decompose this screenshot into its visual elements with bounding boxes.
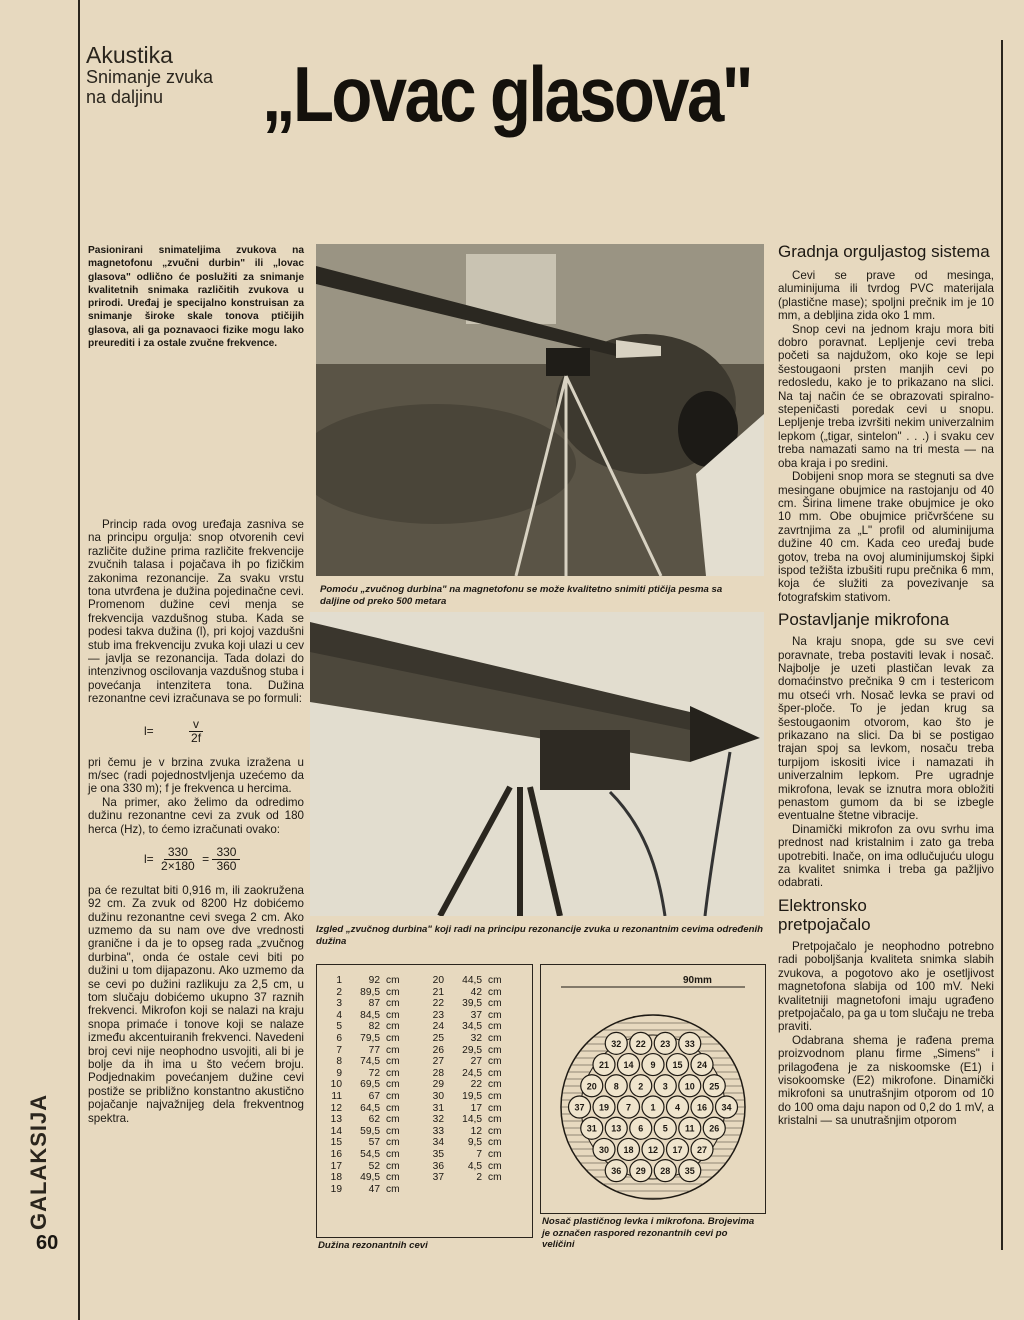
tube-unit: cm [488, 975, 502, 986]
tube-number: 6 [336, 1032, 342, 1044]
table-row [425, 1033, 515, 1045]
tube-length: 69,5 [360, 1079, 380, 1091]
tube-number-label: 32 [611, 1038, 622, 1049]
tube-number-label: 29 [635, 1166, 646, 1177]
tube-unit: cm [386, 1067, 400, 1079]
formula-2 [144, 846, 304, 874]
tube-unit: cm [386, 998, 400, 1010]
tube-number-label: 13 [611, 1123, 622, 1134]
table-row [425, 987, 515, 999]
tube-number: 13 [330, 1114, 342, 1126]
diagram-caption: Nosač plastičnog levka i mikrofona. Brojevima je označen raspored rezonantnih cevi po veličini [542, 1216, 755, 1250]
tube-number: 36 [432, 1160, 444, 1172]
tube-length: 67 [368, 1090, 380, 1102]
tube-length: 74,5 [360, 1056, 380, 1068]
tube-length: 19,5 [462, 1090, 482, 1102]
tube-number: 35 [432, 1148, 444, 1160]
tube-number: 12 [330, 1102, 342, 1114]
table-row [323, 1114, 413, 1126]
tube-number: 22 [432, 998, 444, 1010]
tube-number: 3 [336, 998, 342, 1010]
tube-unit: cm [386, 1160, 400, 1172]
column-3 [778, 242, 994, 1128]
subsection-line-2: na daljinu [86, 87, 164, 107]
col3-paragraph-3: Dobijeni snop mora se stegnuti sa dve mesingane obujmice na rastojanju od 40 cm. Širina limene trake obujmice je oko 10 mm. Obe obujmice pričvršćene su zavrtnjima za „L" profil od aluminijuma dužine 40 cm. Kada ceo uređaj bude gotov, treba na ovoj aluminijumskoj šipki ispod težišta izbušiti rupu prečnika 6 mm, koja će služiti za povezivanje sa fotografskim stativom. [778, 470, 994, 604]
tube-length: 2 [476, 1172, 482, 1184]
table-row [323, 998, 413, 1010]
tube-number: 15 [330, 1137, 342, 1149]
formula-2-lhs: l= [144, 852, 154, 867]
tube-number: 32 [432, 1114, 444, 1126]
tube-unit: cm [488, 1079, 502, 1091]
tube-number: 24 [432, 1021, 444, 1033]
col3-paragraph-6: Pretpojačalo je neophodno potrebno radi poboljšanja kvaliteta snimka slabih zvukova, a pogotovo ako je osetljivost magnetofona slabija od 100 mV. Neki kvalitetniji magnetofoni imaju ugrađeno pretpojačalo, pa ga u tom slučaju ne treba praviti. [778, 939, 994, 1034]
table-row [425, 1126, 515, 1138]
tube-number: 29 [432, 1079, 444, 1091]
heading-preamplifier: Elektronsko pretpojačalo [778, 895, 871, 934]
tube-number-label: 24 [696, 1060, 708, 1071]
tube-length: 84,5 [360, 1009, 380, 1021]
tube-number-label: 5 [662, 1123, 668, 1134]
formula-2-denominator-1: 2×180 [161, 859, 195, 874]
tube-length: 52 [368, 1160, 380, 1172]
tube-unit: cm [488, 1067, 502, 1079]
tube-number: 2 [336, 986, 342, 998]
table-row [425, 1021, 515, 1033]
col1-paragraph-4: pa će rezultat biti 0,916 m, ili zaokružena 92 cm. Za zvuk od 8200 Hz dobićemo dužinu rezonantne cevi svega 2 cm. Ako uzmemo da su nam ove dve vrednosti granične i da je to opseg rada „zvučnog durbina", onda će ostale cevi biti po dužini u tom dijapazonu. Ako uzmemo da se cevi po dužini razlikuju za 2,5 cm, u tom slučaju dobićemo ukupno 37 raznih frekvenci. Mikrofon koji se nalazi na kraju snopa primaće i tonove koji se nalaze između akcentuiranih frekvenci. Navedeni broj cevi nije neophodno usvojiti, ali bi je bolje da ih ima u što većem broju. Podjednakim povećanjem dužine cevi postiže se približno konstantno akustično pojačanje najvažnijeg dela frekventnog spektra. [88, 883, 304, 1125]
tube-length-table-right [425, 975, 515, 1184]
tube-number: 19 [330, 1183, 342, 1195]
tube-number: 11 [331, 1090, 342, 1102]
tube-length: 62 [368, 1114, 380, 1126]
tube-length: 87 [368, 998, 380, 1010]
tube-unit: cm [488, 1056, 502, 1068]
col3-paragraph-4: Na kraju snopa, gde su sve cevi poravnate, treba postaviti levak i nosač. Najbolje je uzeti plastičan levak za domaćinstvo prečnika 9 cm i testericom mu otseći vrh. Nosač levka se pravi od šper-ploče. To je jedan krug sa šestougaonim otvorom, kao što je prikazano na slici. Da bi se postigao trajan spoj sa levkom, nosaču treba turpijom iskositi ivice i namazati ih univerzalnim lepkom. Pre ugradnje mikrofona, levak se iznutra mora obložiti penastom gumom da bi se izbegle eventualne štetne vibracije. [778, 635, 994, 823]
tube-length: 7 [476, 1148, 482, 1160]
tube-number-label: 11 [684, 1123, 695, 1134]
tube-number-label: 35 [684, 1166, 695, 1177]
table-row [323, 1021, 413, 1033]
column-3-body-3 [778, 940, 994, 1128]
tube-length: 72 [368, 1067, 380, 1079]
section-label: Akustika [86, 42, 173, 68]
tube-length-table-left [323, 975, 413, 1195]
section-title [86, 44, 213, 107]
table-row [425, 998, 515, 1010]
photo-1-illustration [316, 244, 764, 576]
table-caption: Dužina rezonantnih cevi [318, 1240, 428, 1251]
tube-number: 23 [432, 1009, 444, 1021]
tube-number: 8 [336, 1056, 342, 1068]
tube-number-label: 19 [598, 1102, 610, 1113]
tube-unit: cm [386, 1102, 400, 1114]
tube-number: 26 [432, 1044, 444, 1056]
tube-length: 34,5 [462, 1021, 482, 1033]
tube-unit: cm [386, 986, 400, 998]
column-1-body [88, 518, 304, 1125]
tube-unit: cm [386, 1032, 400, 1044]
photo-2-illustration [310, 612, 764, 916]
tube-number-label: 15 [672, 1060, 683, 1071]
tube-unit: cm [386, 1044, 400, 1056]
table-row [425, 1091, 515, 1103]
tube-length: 49,5 [360, 1172, 380, 1184]
col1-paragraph-3: Na primer, ako želimo da odredimo dužinu rezonantne cevi za zvuk od 180 herca (Hz), to ćemo izračunati ovako: [88, 795, 304, 836]
heading-microphone-mounting: Postavljanje mikrofona [778, 610, 950, 630]
table-row [425, 1161, 515, 1173]
tube-number-label: 12 [647, 1144, 659, 1155]
tube-length: 27 [470, 1056, 482, 1068]
table-row [425, 1045, 515, 1057]
tube-number: 21 [432, 986, 444, 998]
formula-2-denominator-2: 360 [216, 859, 237, 874]
tube-unit: cm [386, 1148, 400, 1160]
formula-1-fraction [187, 718, 205, 746]
tube-unit: cm [386, 975, 400, 986]
tube-number: 34 [432, 1137, 444, 1149]
heading-organ-system: Gradnja orguljastog sistema [778, 242, 990, 261]
tube-length: 32 [470, 1032, 482, 1044]
table-row [323, 1033, 413, 1045]
tube-unit: cm [488, 1009, 502, 1021]
tube-unit: cm [386, 1090, 400, 1102]
tube-length: 39,5 [462, 998, 482, 1010]
tube-number: 20 [432, 975, 444, 986]
tube-unit: cm [386, 1056, 400, 1068]
table-row [323, 1184, 413, 1196]
tube-number-label: 17 [672, 1144, 683, 1155]
column-3-body-2 [778, 635, 994, 890]
tube-number: 14 [330, 1125, 342, 1137]
tube-unit: cm [488, 1148, 502, 1160]
formula-2-numerator-2: 330 [212, 846, 240, 860]
tube-number: 5 [336, 1021, 342, 1033]
tube-length: 79,5 [360, 1032, 380, 1044]
table-row [425, 1056, 515, 1068]
tube-length: 14,5 [462, 1114, 482, 1126]
tube-length: 44,5 [462, 975, 482, 986]
col1-paragraph-1: Princip rada ovog uređaja zasniva se na principu orgulja: snop otvorenih cevi različite dužine prima različite frekvencije zvučnih talasa i pojačava ih po fizičkim zakonima rezonancije. Za svaku vrstu tona utvrđena je dužina pojedinačne cevi. Promenom dužine cevi menja se frekvencija vazdušnog stuba. Kada se podesi takva dužina (l), pri kojoj vazdušni stub ima frekvenciju zvuka koji ulazi u cev — javlja se rezonancija. Tada dolazi do intenzivnog oscilovanja vazdušnog stuba i povećanja intenzitета tona. Dužina rezonantne cevi izračunava se po formuli: [88, 518, 304, 706]
tube-number-label: 10 [684, 1081, 695, 1092]
tube-unit: cm [386, 1009, 400, 1021]
table-row [323, 1056, 413, 1068]
table-row [323, 987, 413, 999]
tube-number-label: 23 [660, 1038, 671, 1049]
photo-2-caption: Izgled „zvučnog durbina" koji radi na principu rezonancije zvuka u rezonantnim cevima određenih dužina [316, 924, 764, 947]
tube-number: 25 [432, 1032, 444, 1044]
formula-1 [144, 718, 304, 746]
tube-length: 9,5 [467, 1137, 482, 1149]
tube-number-label: 6 [638, 1123, 644, 1134]
table-row [323, 1103, 413, 1115]
tube-length: 12 [470, 1125, 482, 1137]
table-row [323, 1079, 413, 1091]
formula-1-denominator: 2f [191, 731, 202, 746]
tube-number-label: 18 [623, 1144, 634, 1155]
subsection-line-1: Snimanje zvuka [86, 67, 214, 87]
tube-length: 82 [368, 1021, 380, 1033]
tube-unit: cm [488, 1044, 502, 1056]
table-row [425, 1010, 515, 1022]
formula-2-equals: = [202, 852, 210, 867]
tube-length: 77 [368, 1044, 380, 1056]
tube-number-label: 37 [574, 1102, 585, 1113]
tube-layout-diagram [541, 965, 765, 1213]
tube-number: 28 [432, 1067, 444, 1079]
tube-number: 27 [432, 1056, 444, 1068]
table-row [323, 1149, 413, 1161]
formula-2-fraction-1 [157, 846, 199, 874]
tube-number-label: 22 [635, 1038, 646, 1049]
left-margin-rule [78, 0, 80, 1320]
headline: „Lovac glasova" [262, 50, 751, 138]
table-row [425, 1114, 515, 1126]
col3-paragraph-2: Snop cevi na jednom kraju mora biti dobro poravnat. Lepljenje cevi treba početi sa najdužom, oko koje se lepi šestougaoni prsten manjih cevi po redosledu, kako je to prikazano na slici. Na taj način će se obrazovati spiralno-stepeničasti poredak cevi u snopu. Lepljenje treba izvršiti nekim univerzalnim lepkom („tigar, sintelon" . . .) i svaku cev treba namazati samo na tri mesta — na oba kraja i po sredini. [778, 322, 994, 470]
tube-unit: cm [488, 1160, 502, 1172]
tube-number-label: 36 [611, 1166, 622, 1177]
tube-length: 29,5 [462, 1044, 482, 1056]
tube-number-label: 3 [662, 1081, 668, 1092]
tube-number-label: 30 [598, 1144, 610, 1155]
tube-length: 22 [470, 1079, 482, 1091]
tube-length: 57 [368, 1137, 380, 1149]
tube-unit: cm [488, 1137, 502, 1149]
tube-number-label: 2 [638, 1081, 644, 1092]
col1-paragraph-2: pri čemu je v brzina zvuka izražena u m/sec (radi pojednostvljenja uzećemo da je ona 330 m); f je frekvenca u hercima. [88, 755, 304, 796]
column-3-body-1 [778, 269, 994, 604]
table-row [323, 1137, 413, 1149]
table-row [323, 1161, 413, 1173]
table-row [323, 1068, 413, 1080]
tube-number-label: 33 [684, 1038, 695, 1049]
photo-tripod-operator [316, 244, 764, 576]
tube-number: 7 [336, 1044, 342, 1056]
table-row [323, 1126, 413, 1138]
tube-number-label: 34 [721, 1102, 732, 1113]
tube-number-label: 16 [696, 1102, 708, 1113]
formula-2-numerator-1: 330 [164, 846, 192, 860]
table-row [425, 1103, 515, 1115]
table-row [425, 975, 515, 987]
table-row [425, 1068, 515, 1080]
table-row [323, 1091, 413, 1103]
formula-1-lhs: l= [144, 723, 154, 738]
tube-length: 4,5 [467, 1160, 482, 1172]
table-row [323, 1172, 413, 1184]
table-row [323, 1045, 413, 1057]
tube-length: 37 [470, 1009, 482, 1021]
tube-number-label: 7 [625, 1102, 632, 1113]
tube-unit: cm [488, 998, 502, 1010]
tube-number-label: 25 [709, 1081, 720, 1092]
col3-paragraph-5: Dinamički mikrofon za ovu svrhu ima prednost nad kristalnim i zato ga treba upotrebiti. Inače, on ima odlučujuću ulogu za kvalitet snimka i treba ga pažljivo odabrati. [778, 822, 994, 890]
tube-number-label: 20 [586, 1081, 597, 1092]
tube-number: 16 [330, 1148, 342, 1160]
tube-unit: cm [386, 1125, 400, 1137]
photo-device-closeup [310, 612, 764, 916]
dimension-label: 90mm [683, 975, 712, 986]
tube-unit: cm [386, 1021, 400, 1033]
right-margin-rule [1001, 40, 1003, 1250]
photo-1-caption: Pomoću „zvučnog durbina" na magnetofonu se može kvalitetno snimiti ptičija pesma sa daljine od preko 500 metara [320, 584, 723, 607]
tube-number-label: 8 [613, 1081, 619, 1092]
tube-unit: cm [386, 1079, 400, 1091]
tube-unit: cm [488, 1032, 502, 1044]
formula-1-numerator: v [189, 718, 203, 732]
tube-length: 42 [470, 986, 482, 998]
tube-unit: cm [386, 1114, 400, 1126]
tube-unit: cm [488, 1125, 502, 1137]
tube-length: 24,5 [462, 1067, 482, 1079]
page-number: 60 [36, 1232, 59, 1254]
tube-unit: cm [488, 1172, 502, 1184]
lead-paragraph: Pasionirani snimateljima zvukova na magnetofonu „zvučni durbin" ili „lovac glasova" odlično će poslužiti za snimanje kvalitetnih snimaka različitih zvukova u prirodi. Uređaj je specijalno konstruisan za snimanje široke skale tonova ptičijih glasova, ali ga poznavaoci fizike mogu lako preurediti i za ostale zvučne frekvence. [88, 245, 304, 350]
tube-number: 4 [336, 1009, 342, 1021]
tube-number-label: 21 [598, 1060, 610, 1071]
tube-number-label: 1 [650, 1102, 656, 1113]
tube-length: 47 [368, 1183, 380, 1195]
tube-unit: cm [488, 986, 502, 998]
tube-number: 37 [432, 1172, 444, 1184]
table-row [425, 1149, 515, 1161]
tube-unit: cm [386, 1137, 400, 1149]
col3-paragraph-7: Odabrana shema je rađena prema proizvodnom planu firme „Simens" i prilagođena je za niskoomske (E1) i visokoomske (E2) mikrofone. Dinamički mikrofoni sa unutrašnjim otporom od 10 do 100 oma daju napon od 0,2 do 1 mV, a kristalni — sa unutrašnjim otporom [778, 1033, 994, 1128]
tube-unit: cm [488, 1114, 502, 1126]
tube-number-label: 26 [709, 1123, 720, 1134]
tube-number-label: 28 [660, 1166, 671, 1177]
tube-length: 59,5 [360, 1125, 380, 1137]
tube-number-label: 27 [696, 1144, 708, 1155]
tube-unit: cm [488, 1102, 502, 1114]
tube-number: 10 [330, 1079, 342, 1091]
tube-number: 17 [330, 1160, 342, 1172]
tube-length: 92 [368, 975, 380, 986]
magazine-logo: GALAKSIJA [26, 1093, 51, 1230]
formula-2-fraction-2 [212, 846, 240, 874]
tube-number-label: 14 [623, 1060, 634, 1071]
tube-number: 9 [336, 1067, 342, 1079]
col3-paragraph-1: Cevi se prave od mesinga, aluminijuma ili tvrdog PVC materijala (plastične mase); spoljni prečnik im je 10 mm, a debljina zida oko 1 mm. [778, 269, 994, 323]
tube-number-label: 31 [586, 1123, 597, 1134]
tube-number: 18 [330, 1172, 342, 1184]
tube-number: 1 [336, 975, 342, 986]
tube-unit: cm [386, 1172, 400, 1184]
tube-unit: cm [488, 1090, 502, 1102]
table-row [323, 1010, 413, 1022]
tube-unit: cm [386, 1183, 400, 1195]
tube-number: 30 [432, 1090, 444, 1102]
table-row [425, 1079, 515, 1091]
tube-length: 89,5 [360, 986, 380, 998]
tube-layout-diagram-box [540, 964, 766, 1214]
tube-length: 64,5 [360, 1102, 380, 1114]
table-row [323, 975, 413, 987]
table-row [425, 1137, 515, 1149]
tube-length: 54,5 [360, 1148, 380, 1160]
tube-number: 31 [432, 1102, 444, 1114]
tube-number-label: 4 [674, 1102, 681, 1113]
tube-unit: cm [488, 1021, 502, 1033]
tube-length-table-box [316, 964, 533, 1238]
tube-number: 33 [432, 1125, 444, 1137]
table-row [425, 1172, 515, 1184]
tube-number-label: 9 [650, 1060, 656, 1071]
tube-length: 17 [470, 1102, 482, 1114]
